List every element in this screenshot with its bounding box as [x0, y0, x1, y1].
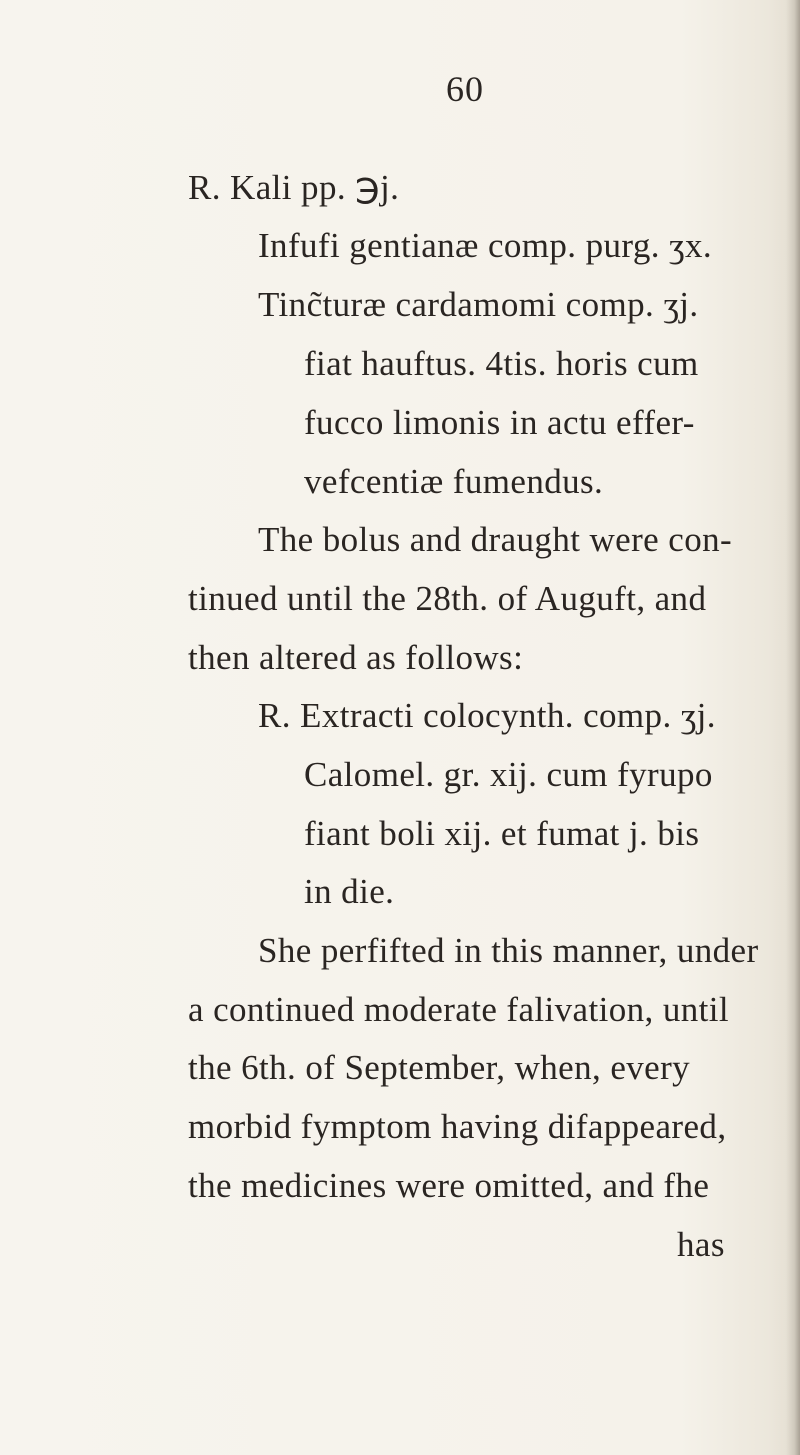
- text-line: fiant boli xij. et fumat j. bis: [304, 814, 700, 853]
- page-number: 60: [446, 69, 484, 109]
- text-line: then altered as follows:: [188, 638, 524, 677]
- text-line: a continued moderate falivation, until: [188, 990, 730, 1029]
- catchword: has: [677, 1225, 725, 1264]
- page-edge-shadow: [786, 0, 800, 1455]
- text-line: Calomel. gr. xij. cum fyrupo: [304, 755, 713, 794]
- text-line: R. Kali pp. ℈j.: [188, 168, 400, 207]
- text-line: R. Extracti colocynth. comp. ʒj.: [258, 696, 716, 735]
- text-line: tinued until the 28th. of Auguft, and: [188, 579, 707, 618]
- text-line: fiat hauftus. 4tis. horis cum: [304, 344, 699, 383]
- text-line: the medicines were omitted, and fhe: [188, 1166, 710, 1205]
- text-line: vefcentiæ fumendus.: [304, 462, 604, 501]
- text-line: in die.: [304, 872, 395, 911]
- text-line: Tinc̃turæ cardamomi comp. ʒj.: [258, 285, 699, 324]
- text-line: The bolus and draught were con-: [258, 520, 733, 559]
- text-line: morbid fymptom having difappeared,: [188, 1107, 727, 1146]
- text-line: Infufi gentianæ comp. purg. ʒx.: [258, 226, 713, 265]
- text-line: fucco limonis in actu effer-: [304, 403, 695, 442]
- text-line: the 6th. of September, when, every: [188, 1048, 691, 1087]
- text-line: She perfifted in this manner, under: [258, 931, 759, 970]
